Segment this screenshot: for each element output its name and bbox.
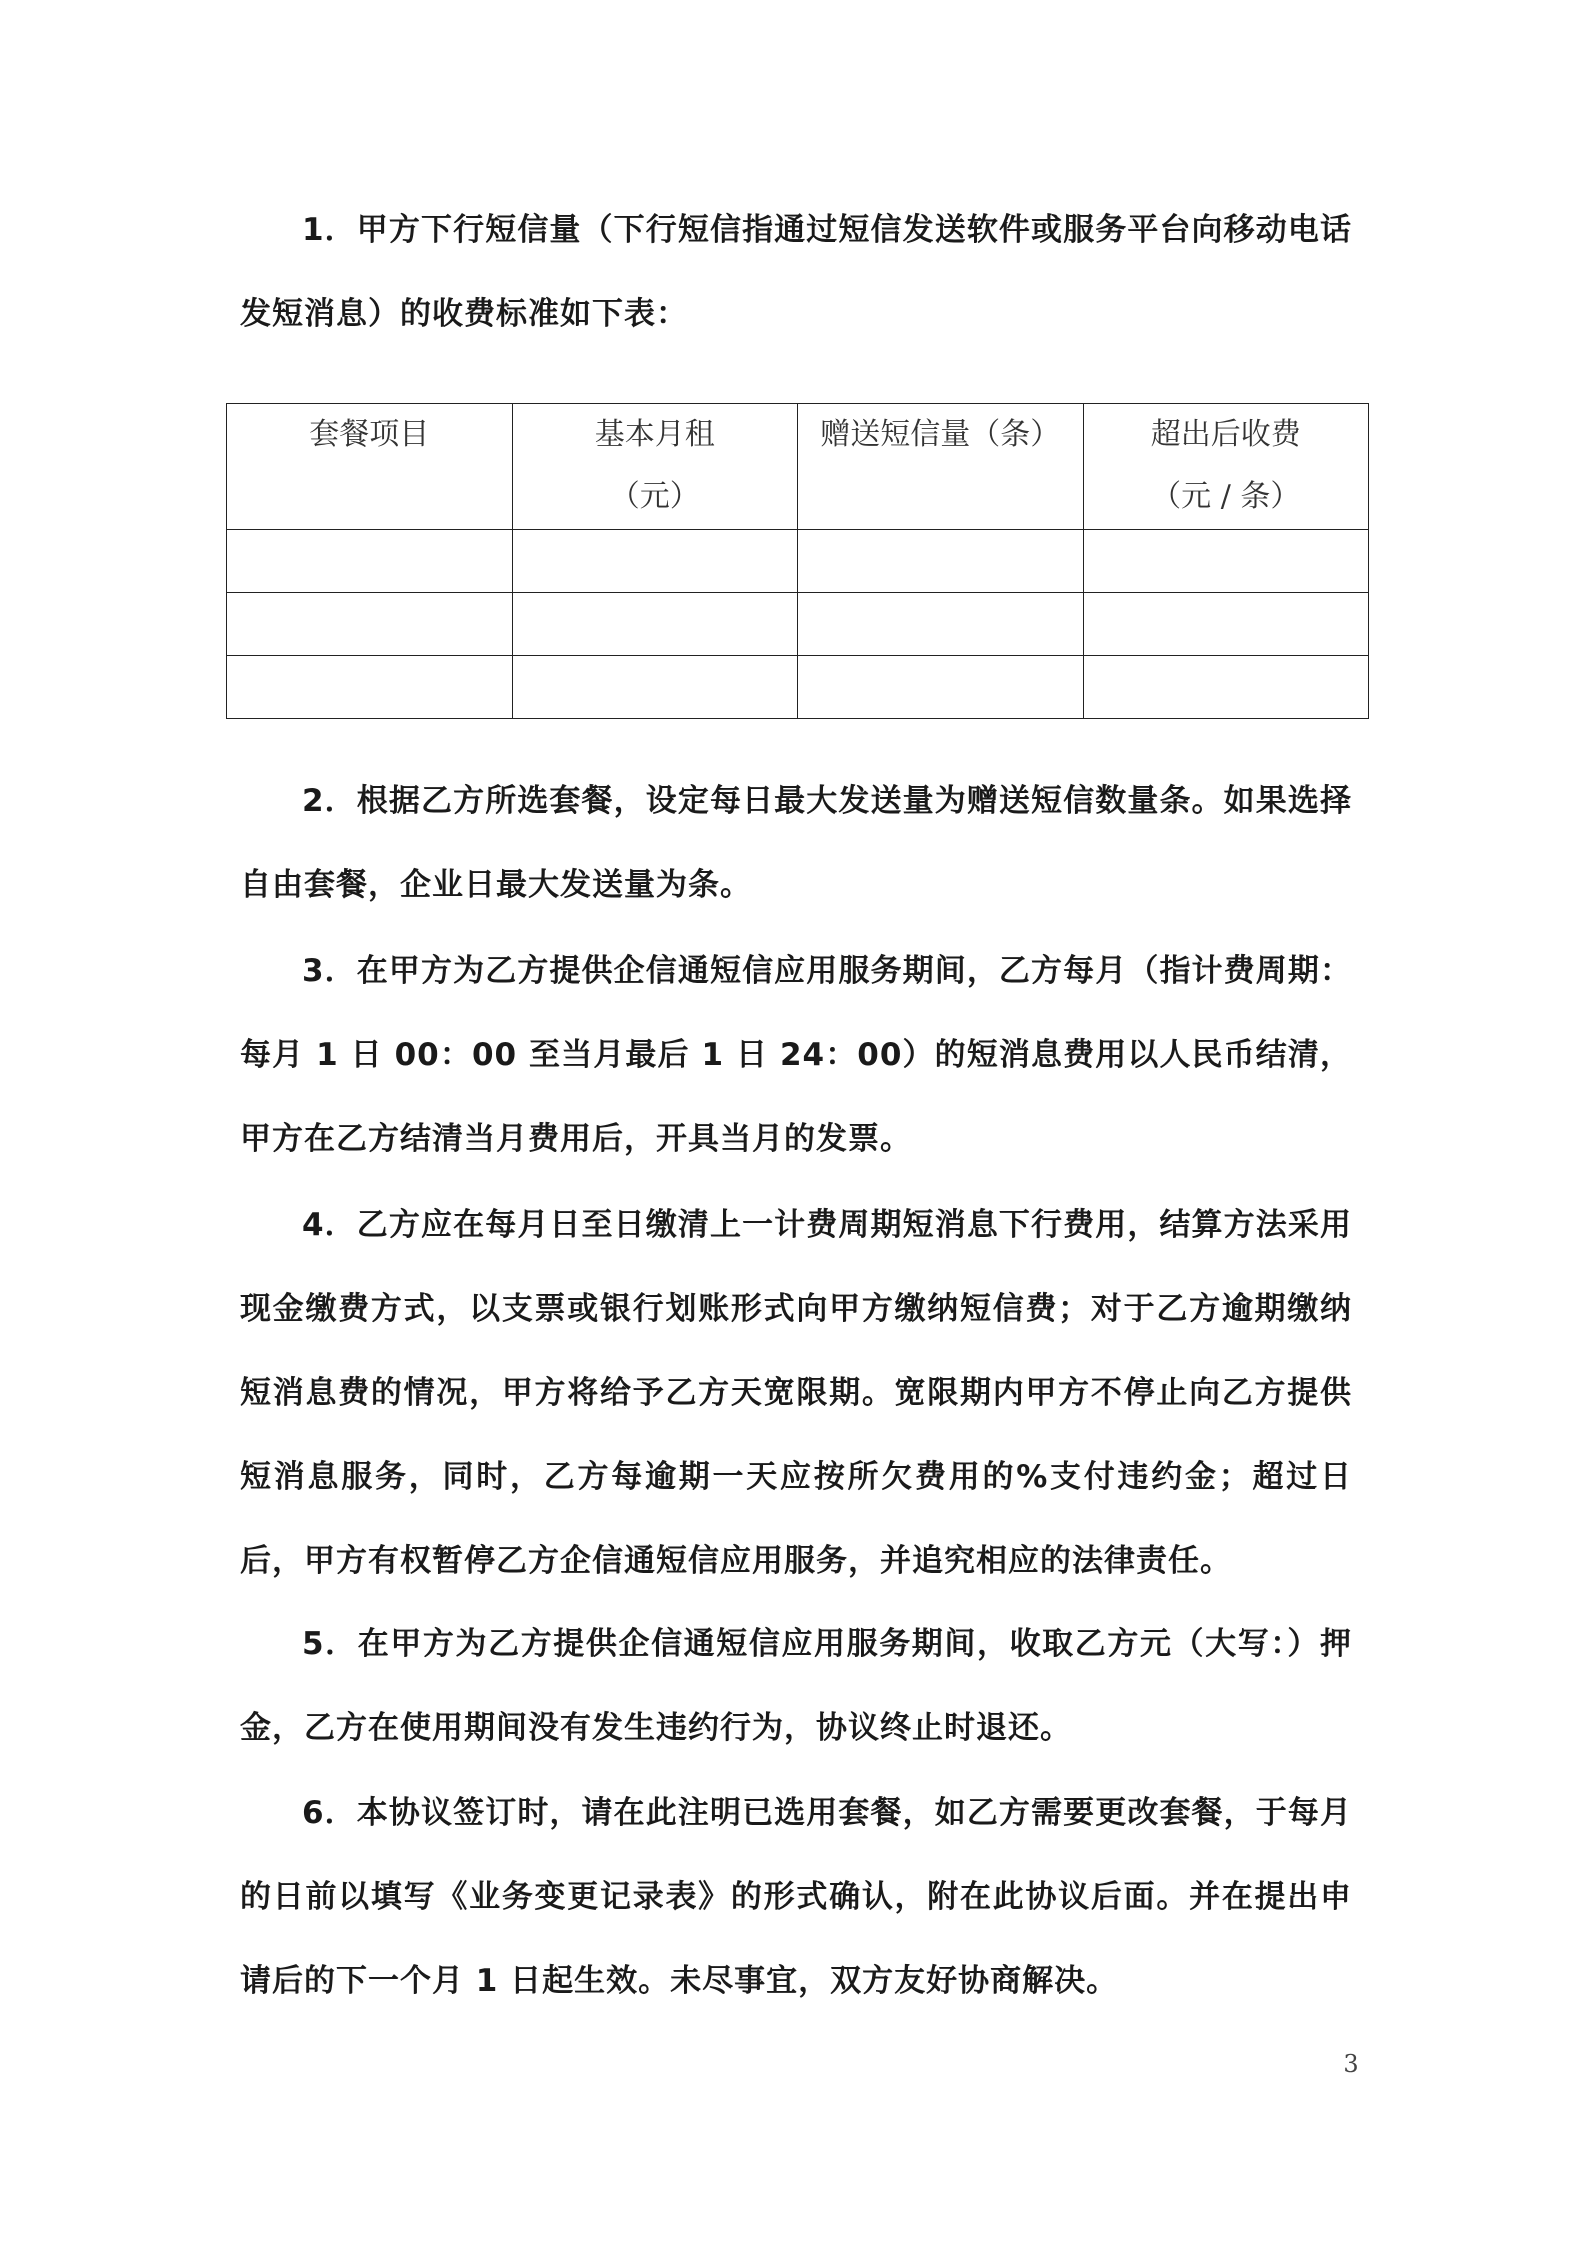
paragraph-4: 4．乙方应在每月日至日缴清上一计费周期短消息下行费用，结算方法采用现金缴费方式，以支票或银行划账形式向甲方缴纳短信费；对于乙方逾期缴纳短消息费的情况，甲方将给予乙方天宽限期。宽限期内甲方不停止向乙方提供短消息服务，同时，乙方每逾期一天应按所欠费用的%支付违约金；超过日后，甲方有权暂停乙方企信通短信应用服务，并追究相应的法律责任。 bbox=[240, 1207, 1352, 1579]
table-header-row bbox=[227, 404, 1369, 530]
paragraph-6: 6．本协议签订时，请在此注明已选用套餐，如乙方需要更改套餐，于每月的日前以填写《业务变更记录表》的形式确认，附在此协议后面。并在提出申请后的下一个月 1 日起生效。未尽事宜，双方友好协商解决。 bbox=[240, 1795, 1352, 1999]
table-row bbox=[227, 656, 1369, 719]
header-cell-overage-fee bbox=[1083, 404, 1369, 530]
fee-standard-table bbox=[226, 403, 1369, 719]
header-package-label: 套餐项目 bbox=[309, 417, 430, 452]
table-cell bbox=[1083, 593, 1369, 656]
table-row bbox=[227, 530, 1369, 593]
paragraph-1: 1．甲方下行短信量（下行短信指通过短信发送软件或服务平台向移动电话发短消息）的收费标准如下表： bbox=[240, 212, 1352, 332]
table-cell bbox=[1083, 530, 1369, 593]
table-cell bbox=[798, 593, 1084, 656]
table-row bbox=[227, 593, 1369, 656]
page-number: 3 bbox=[1343, 2050, 1359, 2078]
table-cell bbox=[227, 530, 513, 593]
header-monthly-rent-unit: （元） bbox=[609, 479, 700, 514]
header-overage-fee-label: 超出后收费 bbox=[1150, 417, 1301, 452]
table-cell bbox=[512, 656, 798, 719]
table-cell bbox=[227, 593, 513, 656]
header-monthly-rent-label: 基本月租 bbox=[594, 417, 715, 452]
header-free-sms-label: 赠送短信量（条） bbox=[820, 417, 1061, 452]
header-cell-package bbox=[227, 404, 513, 530]
table-cell bbox=[227, 656, 513, 719]
table-cell bbox=[798, 530, 1084, 593]
table-cell bbox=[798, 656, 1084, 719]
table-cell bbox=[1083, 656, 1369, 719]
paragraph-5: 5．在甲方为乙方提供企信通短信应用服务期间，收取乙方元（大写：）押金，乙方在使用期间没有发生违约行为，协议终止时退还。 bbox=[240, 1626, 1352, 1746]
header-overage-fee-unit: （元 / 条） bbox=[1151, 479, 1301, 514]
header-cell-free-sms bbox=[798, 404, 1084, 530]
table-cell bbox=[512, 530, 798, 593]
paragraph-2: 2．根据乙方所选套餐，设定每日最大发送量为赠送短信数量条。如果选择自由套餐，企业日最大发送量为条。 bbox=[240, 783, 1352, 903]
paragraph-3: 3．在甲方为乙方提供企信通短信应用服务期间，乙方每月（指计费周期：每月 1 日 00：00 至当月最后 1 日 24：00）的短消息费用以人民币结清，甲方在乙方结清当月费用后，开具当月的发票。 bbox=[240, 953, 1352, 1157]
header-cell-monthly-rent bbox=[512, 404, 798, 530]
table-cell bbox=[512, 593, 798, 656]
